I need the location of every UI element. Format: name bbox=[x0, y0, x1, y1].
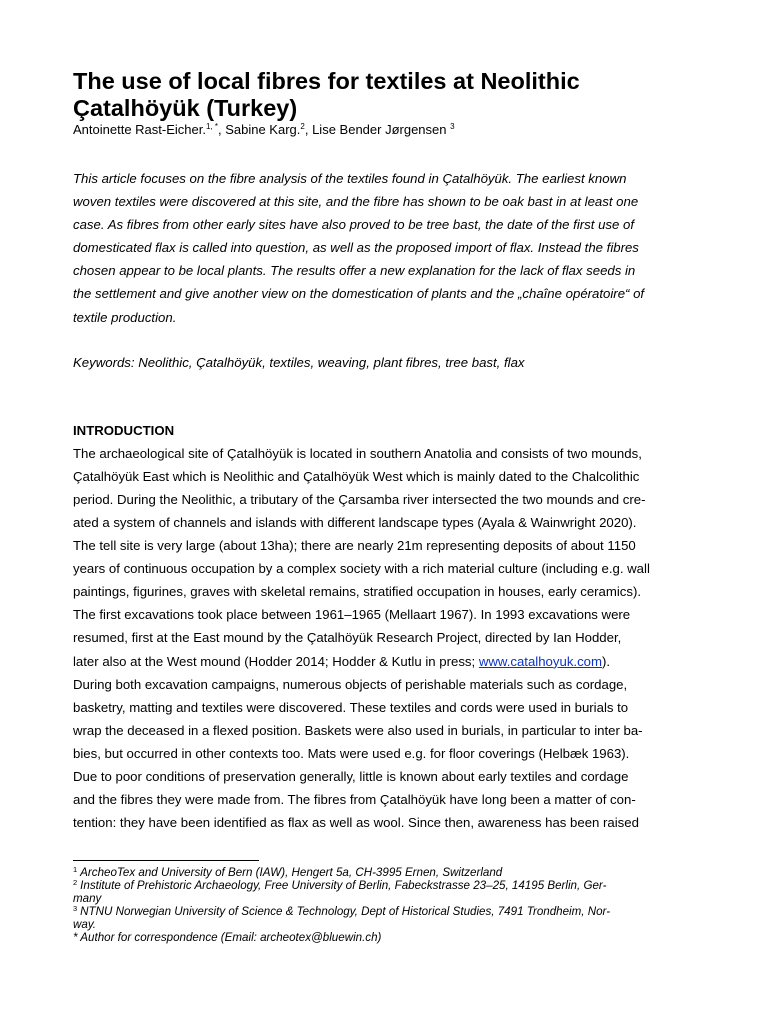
body-line-text: ). bbox=[602, 653, 611, 669]
abstract-line: domesticated flax is called into question, as well as the proposed import of flax. Instead the fibres bbox=[73, 240, 639, 256]
abstract-line: This article focuses on the fibre analysis of the textiles found in Çatalhöyük. The earliest known bbox=[73, 171, 627, 186]
introduction-body bbox=[73, 442, 698, 835]
body-line: basketry, matting and textiles were discovered. These textiles and cords were used in burials to bbox=[73, 699, 629, 715]
author-list bbox=[73, 122, 698, 138]
abstract-line: the settlement and give another view on the domestication of plants and the „chaîne opératoire“ of bbox=[73, 286, 645, 302]
footnote-number: 2 bbox=[73, 878, 78, 887]
body-line: The archaeological site of Çatalhöyük is located in southern Anatolia and consists of two mounds, bbox=[73, 445, 642, 461]
body-line: wrap the deceased in a flexed position. Baskets were also used in burials, in particular to inter ba- bbox=[73, 722, 643, 738]
body-line: Çatalhöyük East which is Neolithic and Çatalhöyük West which is mainly dated to the Chalcolithic bbox=[73, 468, 640, 484]
abstract-line: case. As fibres from other early sites have also proved to be tree bast, the date of the first use of bbox=[73, 217, 635, 233]
body-line: The tell site is very large (about 13ha); there are nearly 21m representing deposits of about 1150 bbox=[73, 538, 636, 554]
footnote-number: 1 bbox=[73, 865, 78, 874]
footnotes bbox=[73, 866, 693, 944]
body-line-with-link bbox=[73, 650, 698, 673]
body-line: During both excavation campaigns, numerous objects of perishable materials such as cordage, bbox=[73, 676, 628, 692]
body-line: bies, but occurred in other contexts too. Mats were used e.g. for floor coverings (Helbæk 1963). bbox=[73, 745, 630, 761]
body-line: years of continuous occupation by a complex society with a rich material culture (including e.g. wall bbox=[73, 561, 650, 577]
footnote-2-continued: many bbox=[73, 892, 102, 905]
body-line: The first excavations took place between 1961–1965 (Mellaart 1967). In 1993 excavations were bbox=[73, 607, 631, 623]
author-separator: , bbox=[304, 122, 309, 137]
footnote-2 bbox=[73, 879, 693, 892]
title-line-1: The use of local fibres for textiles at Neolithic bbox=[73, 68, 580, 94]
footnote-number: 3 bbox=[73, 904, 78, 913]
body-line: ated a system of channels and islands with different landscape types (Ayala & Wainwright 2020). bbox=[73, 514, 637, 530]
abstract-line: chosen appear to be local plants. The results offer a new explanation for the lack of flax seeds in bbox=[73, 263, 636, 279]
body-line: and the fibres they were made from. The fibres from Çatalhöyük have long been a matter of con- bbox=[73, 792, 636, 808]
section-heading-introduction: INTRODUCTION bbox=[73, 422, 175, 438]
article-title bbox=[73, 68, 698, 122]
footnote-text: NTNU Norwegian University of Science & Technology, Dept of Historical Studies, 7491 Trondheim, Nor- bbox=[80, 905, 611, 918]
body-line: resumed, first at the East mound by the Çatalhöyük Research Project, directed by Ian Hodder, bbox=[73, 630, 622, 646]
abstract bbox=[73, 167, 698, 329]
body-line: period. During the Neolithic, a tributary of the Çarsamba river intersected the two mounds and cre- bbox=[73, 491, 646, 507]
author-3-affiliation: 3 bbox=[450, 122, 455, 131]
abstract-line: woven textiles were discovered at this site, and the fibre has shown to be oak bast in at least one bbox=[73, 194, 639, 210]
author-1: Antoinette Rast-Eicher. bbox=[73, 122, 206, 137]
author-1-affiliation: 1, * bbox=[205, 122, 218, 131]
author-separator: , bbox=[217, 122, 222, 137]
body-line-text: later also at the West mound (Hodder 2014; Hodder & Kutlu in press; bbox=[73, 653, 479, 669]
body-line: tention: they have been identified as flax as well as wool. Since then, awareness has been raised bbox=[73, 815, 639, 831]
author-2-affiliation: 2 bbox=[300, 122, 305, 131]
footnote-text: Institute of Prehistoric Archaeology, Free University of Berlin, Fabeckstrasse 23–25, 14195 Berlin, Ger- bbox=[80, 879, 607, 892]
body-line: Due to poor conditions of preservation generally, little is known about early textiles and cordage bbox=[73, 768, 629, 784]
author-3: Lise Bender Jørgensen bbox=[308, 122, 451, 137]
footnote-1 bbox=[73, 866, 693, 879]
keywords: Keywords: Neolithic, Çatalhöyük, textiles, weaving, plant fibres, tree bast, flax bbox=[73, 354, 525, 370]
author-2: Sabine Karg. bbox=[221, 122, 301, 137]
footnote-3-continued: way. bbox=[73, 918, 96, 931]
footnote-separator bbox=[73, 860, 259, 861]
abstract-line: textile production. bbox=[73, 309, 177, 325]
title-line-2: Çatalhöyük (Turkey) bbox=[73, 95, 298, 121]
footnote-correspondence: * Author for correspondence (Email: archeotex@bluewin.ch) bbox=[73, 931, 382, 944]
footnote-3 bbox=[73, 905, 693, 918]
footnote-text: ArcheoTex and University of Bern (IAW), Hengert 5a, CH-3995 Ernen, Switzerland bbox=[80, 866, 503, 879]
catalhoyuk-website-link[interactable]: www.catalhoyuk.com bbox=[478, 653, 602, 669]
body-line: paintings, figurines, graves with skeletal remains, stratified occupation in houses, early ceramics). bbox=[73, 584, 642, 600]
article-page bbox=[73, 68, 698, 834]
